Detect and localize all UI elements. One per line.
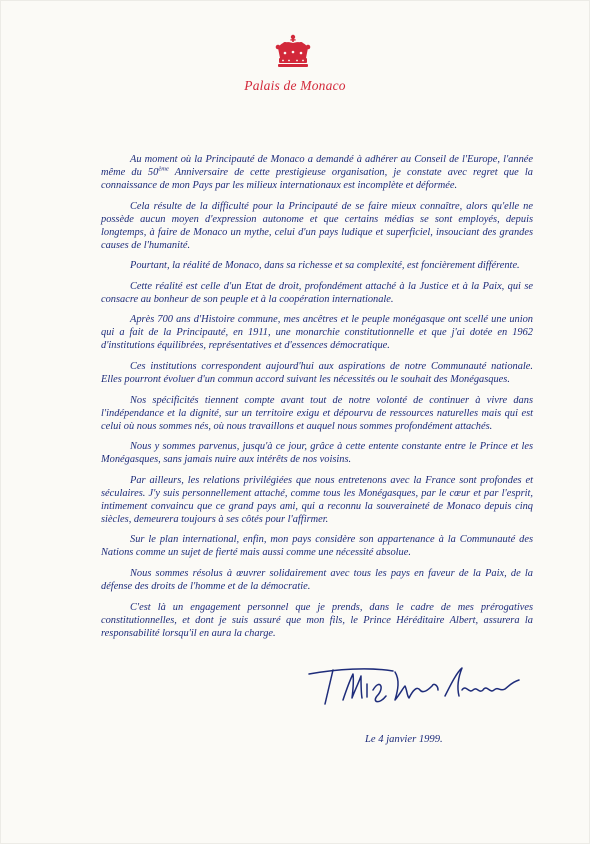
paragraph-1-text-a: Au moment où la Principauté de Monaco a demandé à adhérer au Conseil de l'Europe, l'année même du 50 (101, 154, 533, 178)
paragraph-3: Pourtant, la réalité de Monaco, dans sa richesse et sa complexité, est foncièrement différente. (130, 260, 520, 272)
paragraph-6: Ces institutions correspondent aujourd'hui aux aspirations de notre Communauté nationale. Elles pourront évoluer d'un commun accord suivant les nécessités ou le souhait des Monégasques. (101, 360, 533, 385)
letter-date: Le 4 janvier 1999. (365, 734, 443, 745)
paragraph-11: Nous sommes résolus à œuvrer solidairement avec tous les pays en faveur de la Paix, de la défense des droits de l'homme et de la démocratie. (101, 567, 533, 592)
paragraph-10: Sur le plan international, enfin, mon pays considère son appartenance à la Communauté des Nations comme un sujet de fierté mais aussi comme une nécessité absolue. (101, 534, 533, 559)
paragraph-5: Après 700 ans d'Histoire commune, mes ancêtres et le peuple monégasque ont scellé une union qui a fait de la Principauté, en 1911, une monarchie constitutionnelle et que j'ai dotée en 1962 d'institutions équilibrées, représentatives et d'essences démocratique. (101, 314, 533, 352)
letter-body (101, 153, 533, 647)
paragraph-1 (101, 153, 533, 192)
ordinal-suffix: ème (158, 165, 169, 173)
paragraph-8: Nous y sommes parvenus, jusqu'à ce jour, grâce à cette entente constante entre le Prince et les Monégasques, sans jamais nuire aux intérêts de nos voisins. (101, 441, 533, 466)
paragraph-9: Par ailleurs, les relations privilégiées que nous entretenons avec la France sont profondes et séculaires. J'y suis personnellement attaché, comme tous les Monégasques, par le cœur et par l'esprit, intimement convaincu que ce grand pays ami, qui a reconnu la souveraineté de Monaco depuis cinq siècles, demeurera toujours à ses côtés pour l'affirmer. (101, 474, 533, 525)
paragraph-7: Nos spécificités tiennent compte avant tout de notre volonté de continuer à vivre dans l'indépendance et la dignité, sur un territoire exigu et dépourvu de ressources naturelles mais qui est celui où nous sommes nés, où nous travaillons et auquel nous sommes profondément attachés. (101, 394, 533, 432)
letterhead-title: Palais de Monaco (244, 78, 346, 93)
crown-icon (273, 34, 313, 70)
paragraph-2: Cela résulte de la difficulté pour la Principauté de se faire mieux connaître, alors qu'elle ne possède aucun moyen d'expression autonome et que certains médias se sont employés, depuis longtemps, à faire de Monaco un mythe, celui d'un pays ludique et superficiel, insouciant des grandes causes de l'humanité. (101, 200, 533, 251)
paragraph-4: Cette réalité est celle d'un Etat de droit, profondément attaché à la Justice et à la Paix, qui se consacre au bonheur de son peuple et à la coopération internationale. (101, 280, 533, 305)
handwritten-signature (307, 660, 522, 708)
paragraph-12: C'est là un engagement personnel que je prends, dans le cadre de mes prérogatives constitutionnelles, et dont je suis assuré que mon fils, le Prince Héréditaire Albert, assurera la responsabilité lorsqu'il en aura la charge. (101, 601, 533, 639)
paragraph-1-text-b: Anniversaire de cette prestigieuse organisation, je constate avec regret que la connaissance de mon Pays par les milieux internationaux est incomplète et déformée. (101, 167, 533, 191)
